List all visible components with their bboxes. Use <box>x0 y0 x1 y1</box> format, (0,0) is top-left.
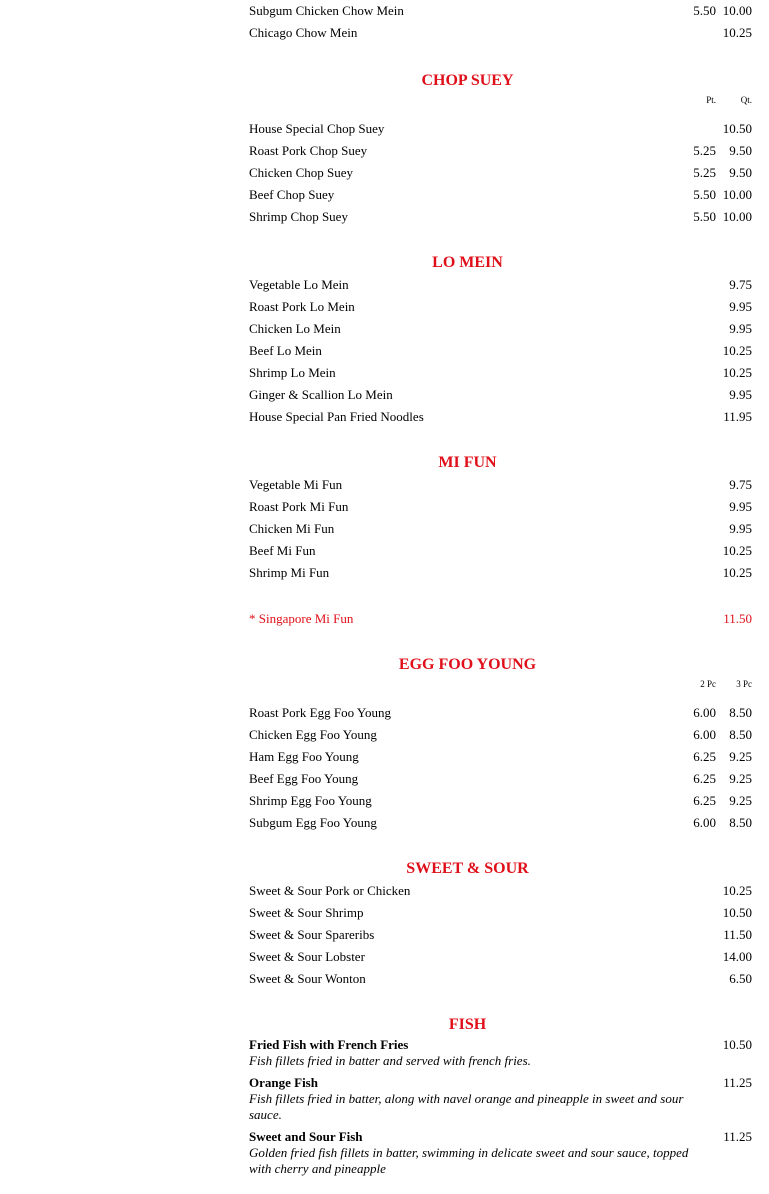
item-name: Ginger & Scallion Lo Mein <box>249 387 393 402</box>
item-price-qt: 10.50 <box>722 121 752 136</box>
item-name: Beef Chop Suey <box>249 187 335 202</box>
item-name: Sweet & Sour Shrimp <box>249 905 364 920</box>
size-header <box>249 676 752 692</box>
item-price-pt: 5.50 <box>693 209 716 224</box>
section-title-egg-foo-young: EGG FOO YOUNG <box>398 656 537 673</box>
menu-item <box>249 474 752 496</box>
item-price-2pc: 6.25 <box>693 793 716 808</box>
size-pt-label: Pt. <box>706 95 716 105</box>
menu-item <box>249 140 752 162</box>
item-name: Orange Fish <box>249 1075 318 1090</box>
menu-item <box>249 968 752 990</box>
item-name: Shrimp Egg Foo Young <box>249 793 372 808</box>
menu-item <box>249 362 752 384</box>
item-price-pt: 5.50 <box>693 3 716 18</box>
item-price: 14.00 <box>722 949 752 964</box>
item-price: 9.95 <box>729 299 752 314</box>
item-name: Ham Egg Foo Young <box>249 749 359 764</box>
menu-column <box>249 0 752 1183</box>
menu-item <box>249 296 752 318</box>
item-price: 10.25 <box>722 543 752 558</box>
fish-item <box>249 1037 752 1069</box>
item-price: 6.50 <box>729 971 752 986</box>
size-qt-label: Qt. <box>740 95 752 105</box>
menu-item <box>249 206 752 228</box>
item-name: House Special Chop Suey <box>249 121 385 136</box>
menu-item <box>249 0 752 22</box>
item-price-3pc: 9.25 <box>729 793 752 808</box>
item-price-qt: 10.00 <box>722 187 752 202</box>
item-name: Chicken Lo Mein <box>249 321 341 336</box>
item-name: Chicken Chop Suey <box>249 165 353 180</box>
item-price: 10.25 <box>722 883 752 898</box>
menu-item <box>249 496 752 518</box>
menu-item <box>249 540 752 562</box>
item-description: Golden fried fish fillets in batter, swimming in delicate sweet and sour sauce, topped with cherry and pineapple <box>249 1145 689 1176</box>
item-price: 11.50 <box>723 927 752 942</box>
item-name: Roast Pork Mi Fun <box>249 499 349 514</box>
item-price: 11.25 <box>723 1129 752 1144</box>
item-name: Sweet & Sour Lobster <box>249 949 365 964</box>
item-price-3pc: 8.50 <box>729 815 752 830</box>
item-price-qt: 9.50 <box>729 165 752 180</box>
item-price: 11.50 <box>723 611 752 626</box>
menu-item <box>249 724 752 746</box>
menu-item <box>249 22 752 44</box>
item-name: Roast Pork Chop Suey <box>249 143 368 158</box>
item-price: 9.75 <box>729 477 752 492</box>
item-name: Shrimp Mi Fun <box>249 565 330 580</box>
size-2pc-label: 2 Pc <box>700 679 716 689</box>
item-name: Beef Lo Mein <box>249 343 322 358</box>
item-price-qt: 10.00 <box>722 209 752 224</box>
item-price-pt: 5.25 <box>693 143 716 158</box>
item-price-pt: 5.25 <box>693 165 716 180</box>
item-price: 10.50 <box>722 1037 752 1052</box>
item-description: Fish fillets fried in batter and served with french fries. <box>249 1053 531 1068</box>
item-name: Roast Pork Egg Foo Young <box>249 705 391 720</box>
item-name: Beef Mi Fun <box>249 543 316 558</box>
item-price-qt: 9.50 <box>729 143 752 158</box>
menu-item <box>249 274 752 296</box>
item-price: 10.25 <box>722 365 752 380</box>
menu-item <box>249 902 752 924</box>
menu-item <box>249 340 752 362</box>
size-3pc-label: 3 Pc <box>736 679 752 689</box>
item-name: Roast Pork Lo Mein <box>249 299 355 314</box>
item-price-3pc: 9.25 <box>729 749 752 764</box>
item-name: Chicken Egg Foo Young <box>249 727 377 742</box>
size-header <box>249 92 752 108</box>
item-price-pt: 5.50 <box>693 187 716 202</box>
item-name: Vegetable Lo Mein <box>249 277 349 292</box>
item-name: Sweet and Sour Fish <box>249 1129 363 1144</box>
special-menu-item <box>249 608 752 630</box>
item-name: Shrimp Chop Suey <box>249 209 348 224</box>
item-name: Sweet & Sour Spareribs <box>249 927 375 942</box>
menu-item <box>249 384 752 406</box>
menu-item <box>249 118 752 140</box>
section-title-fish: FISH <box>448 1016 487 1033</box>
menu-item <box>249 702 752 724</box>
menu-item <box>249 162 752 184</box>
fish-item <box>249 1129 752 1177</box>
section-title-chop-suey: CHOP SUEY <box>421 72 514 89</box>
menu-item <box>249 946 752 968</box>
menu-item <box>249 924 752 946</box>
item-name: Subgum Egg Foo Young <box>249 815 377 830</box>
item-name: * Singapore Mi Fun <box>249 611 354 626</box>
item-name: Chicago Chow Mein <box>249 25 358 40</box>
item-price-2pc: 6.00 <box>693 705 716 720</box>
item-price-2pc: 6.00 <box>693 815 716 830</box>
item-price-3pc: 8.50 <box>729 727 752 742</box>
item-price-qt: 10.25 <box>722 25 752 40</box>
item-price: 9.95 <box>729 387 752 402</box>
menu-item <box>249 790 752 812</box>
item-price: 10.25 <box>722 343 752 358</box>
menu-item <box>249 562 752 584</box>
item-price: 10.25 <box>722 565 752 580</box>
menu-item <box>249 768 752 790</box>
item-name: House Special Pan Fried Noodles <box>249 409 424 424</box>
item-name: Fried Fish with French Fries <box>249 1037 409 1052</box>
item-price-3pc: 9.25 <box>729 771 752 786</box>
fish-item <box>249 1075 752 1123</box>
menu-item <box>249 184 752 206</box>
item-price: 11.95 <box>723 409 752 424</box>
item-price: 9.95 <box>729 499 752 514</box>
item-name: Sweet & Sour Pork or Chicken <box>249 883 411 898</box>
item-name: Sweet & Sour Wonton <box>249 971 366 986</box>
item-price: 11.25 <box>723 1075 752 1090</box>
section-title-sweet-sour: SWEET & SOUR <box>406 860 529 877</box>
item-name: Chicken Mi Fun <box>249 521 335 536</box>
item-price: 9.95 <box>729 521 752 536</box>
section-title-mi-fun: MI FUN <box>438 454 497 471</box>
item-price-qt: 10.00 <box>722 3 752 18</box>
item-name: Shrimp Lo Mein <box>249 365 336 380</box>
item-price: 9.75 <box>729 277 752 292</box>
item-price-3pc: 8.50 <box>729 705 752 720</box>
item-price-2pc: 6.25 <box>693 771 716 786</box>
item-price-2pc: 6.25 <box>693 749 716 764</box>
section-title-lo-mein: LO MEIN <box>432 254 503 271</box>
item-price: 9.95 <box>729 321 752 336</box>
item-description: Fish fillets fried in batter, along with navel orange and pineapple in sweet and sour sauce. <box>249 1091 684 1122</box>
menu-item <box>249 318 752 340</box>
item-name: Vegetable Mi Fun <box>249 477 343 492</box>
item-price-2pc: 6.00 <box>693 727 716 742</box>
menu-item <box>249 746 752 768</box>
menu-item <box>249 812 752 834</box>
menu-item <box>249 880 752 902</box>
item-price: 10.50 <box>722 905 752 920</box>
menu-item <box>249 406 752 428</box>
menu-item <box>249 518 752 540</box>
item-name: Subgum Chicken Chow Mein <box>249 3 404 18</box>
item-name: Beef Egg Foo Young <box>249 771 359 786</box>
